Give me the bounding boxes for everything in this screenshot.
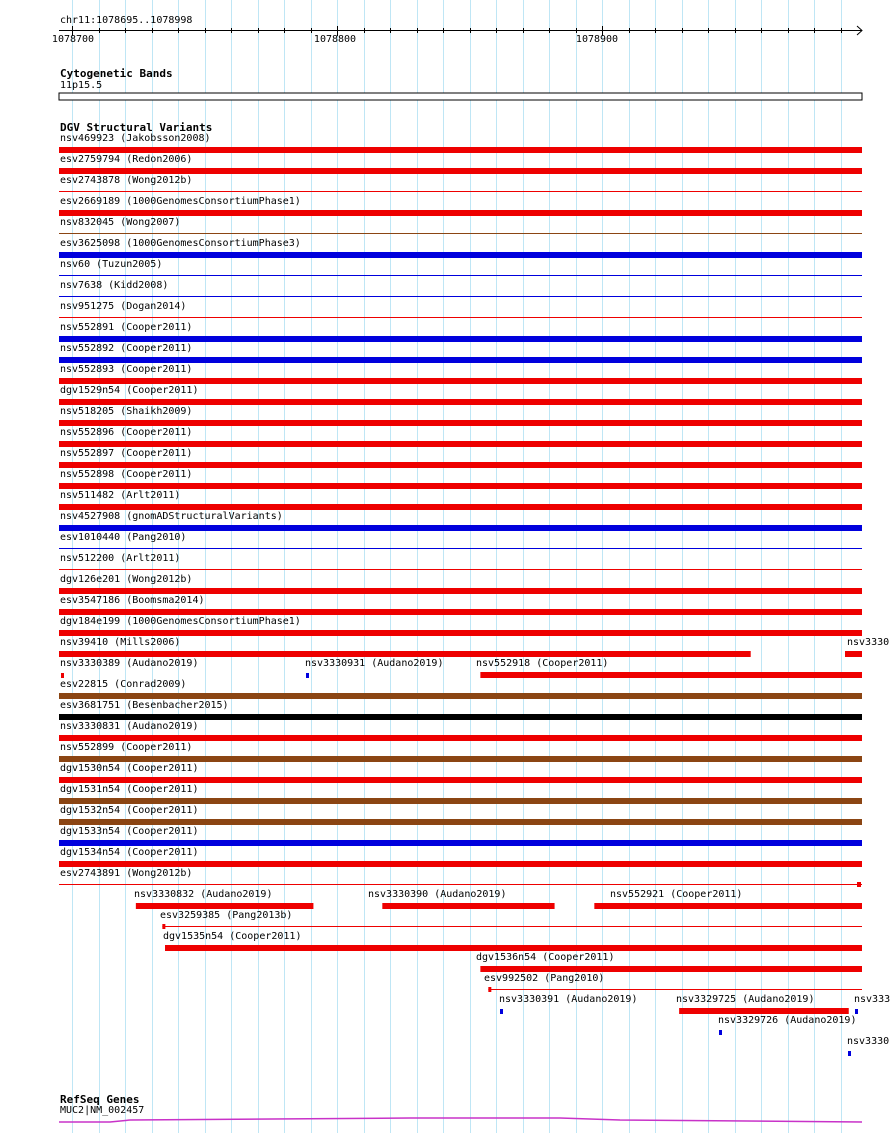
dgv-feature-label[interactable]: nsv7638 (Kidd2008) (60, 280, 169, 291)
dgv-feature-label[interactable]: dgv1536n54 (Cooper2011) (476, 952, 615, 963)
dgv-feature-label[interactable]: esv2669189 (1000GenomesConsortiumPhase1) (60, 196, 301, 207)
dgv-feature-label[interactable]: dgv1535n54 (Cooper2011) (163, 931, 302, 942)
dgv-feature-label[interactable]: dgv126e201 (Wong2012b) (60, 574, 193, 585)
dgv-feature-bar (679, 1008, 849, 1014)
dgv-feature-bar (59, 588, 862, 594)
dgv-feature-label[interactable]: nsv552918 (Cooper2011) (476, 658, 609, 669)
dgv-feature-label[interactable]: dgv184e199 (1000GenomesConsortiumPhase1) (60, 616, 301, 627)
dgv-feature-bar (59, 252, 862, 258)
dgv-feature-bar (59, 317, 862, 318)
dgv-feature-label[interactable]: dgv1533n54 (Cooper2011) (60, 826, 199, 837)
dgv-feature-bar (59, 399, 862, 405)
dgv-feature-label[interactable]: nsv552899 (Cooper2011) (60, 742, 193, 753)
dgv-feature-bar (59, 378, 862, 384)
dgv-feature-label[interactable]: nsv469923 (Jakobsson2008) (60, 133, 211, 144)
dgv-feature-bar (855, 1009, 858, 1014)
dgv-feature-bar (480, 672, 862, 678)
dgv-feature-label[interactable]: esv3547186 (Boomsma2014) (60, 595, 205, 606)
dgv-feature-label[interactable]: nsv552893 (Cooper2011) (60, 364, 193, 375)
dgv-feature-bar (59, 336, 862, 342)
dgv-feature-bar (59, 462, 862, 468)
dgv-feature-bar (59, 630, 862, 636)
dgv-feature-bar (59, 275, 862, 276)
dgv-feature-bar (59, 441, 862, 447)
dgv-feature-bar (382, 903, 554, 909)
dgv-feature-label[interactable]: dgv1532n54 (Cooper2011) (60, 805, 199, 816)
dgv-feature-label[interactable]: nsv3329725 (Audano2019) (676, 994, 815, 1005)
dgv-feature-bar (59, 548, 862, 549)
dgv-feature-bar (59, 777, 862, 783)
dgv-feature-bar (59, 693, 862, 699)
dgv-feature-label[interactable]: nsv552896 (Cooper2011) (60, 427, 193, 438)
dgv-feature-bar (59, 569, 862, 570)
dgv-feature-label[interactable]: nsv3330389 (Audano2019) (60, 658, 199, 669)
dgv-feature-bar (59, 147, 862, 153)
dgv-feature-bar (848, 1051, 851, 1056)
dgv-feature-label[interactable]: nsv552891 (Cooper2011) (60, 322, 193, 333)
dgv-feature-bar (59, 798, 862, 804)
dgv-feature-bar (306, 673, 309, 678)
dgv-feature-label[interactable]: esv22815 (Conrad2009) (60, 679, 187, 690)
dgv-feature-bar (59, 483, 862, 489)
dgv-feature-label[interactable]: dgv1529n54 (Cooper2011) (60, 385, 199, 396)
dgv-feature-label[interactable]: nsv552892 (Cooper2011) (60, 343, 193, 354)
dgv-feature-bar (59, 210, 862, 216)
dgv-feature-bar (59, 735, 862, 741)
dgv-feature-label[interactable]: esv2759794 (Redon2006) (60, 154, 193, 165)
dgv-feature-label[interactable]: esv2743891 (Wong2012b) (60, 868, 193, 879)
dgv-feature-label[interactable]: esv3625098 (1000GenomesConsortiumPhase3) (60, 238, 301, 249)
dgv-feature-bar (59, 357, 862, 363)
dgv-feature-label[interactable]: nsv3329726 (Audano2019) (718, 1015, 857, 1026)
dgv-feature-label[interactable]: nsv552898 (Cooper2011) (60, 469, 193, 480)
dgv-feature-bar (136, 903, 314, 909)
dgv-feature-bar (500, 1009, 503, 1014)
dgv-track-title[interactable]: DGV Structural Variants (60, 121, 213, 134)
cytoband-track-title[interactable]: Cytogenetic Bands (60, 67, 173, 80)
dgv-feature-bar (59, 840, 862, 846)
dgv-feature-bar (59, 609, 862, 615)
ruler-tick-label: 1078900 (575, 34, 619, 45)
cytoband-band-label: 11p15.5 (60, 80, 103, 91)
dgv-feature-bar (719, 1030, 722, 1035)
dgv-feature-bar (59, 420, 862, 426)
dgv-feature-bar (488, 989, 862, 990)
dgv-feature-bar (59, 296, 862, 297)
dgv-feature-label[interactable]: nsv518205 (Shaikh2009) (60, 406, 193, 417)
ruler-tick-label: 1078800 (313, 34, 357, 45)
dgv-feature-label[interactable]: nsv832045 (Wong2007) (60, 217, 181, 228)
dgv-feature-bar (480, 966, 862, 972)
dgv-feature-bar (162, 926, 862, 927)
dgv-feature-bar (59, 168, 862, 174)
dgv-feature-label[interactable]: nsv3330831 (Audano2019) (60, 721, 199, 732)
dgv-feature-label[interactable]: nsv3330 (847, 1036, 890, 1047)
refseq-gene-label[interactable]: MUC2|NM_002457 (60, 1105, 145, 1116)
dgv-feature-end-mark (162, 924, 165, 929)
dgv-feature-label[interactable]: nsv511482 (Arlt2011) (60, 490, 181, 501)
dgv-feature-bar (165, 945, 862, 951)
dgv-feature-label[interactable]: nsv3330832 (Audano2019) (134, 889, 273, 900)
dgv-feature-bar (59, 651, 751, 657)
dgv-feature-bar (59, 884, 862, 885)
dgv-feature-label[interactable]: nsv552897 (Cooper2011) (60, 448, 193, 459)
ruler-tick-label: 1078700 (51, 34, 95, 45)
dgv-feature-bar (59, 525, 862, 531)
dgv-feature-bar (594, 903, 862, 909)
dgv-feature-label[interactable]: esv3681751 (Besenbacher2015) (60, 700, 229, 711)
dgv-feature-label[interactable]: nsv39410 (Mills2006) (60, 637, 181, 648)
dgv-feature-label[interactable]: nsv3330931 (Audano2019) (305, 658, 444, 669)
dgv-feature-label[interactable]: nsv4527908 (gnomADStructuralVariants) (60, 511, 283, 522)
dgv-feature-bar (59, 233, 862, 234)
cytoband-bar (59, 93, 862, 100)
dgv-feature-label[interactable]: nsv552921 (Cooper2011) (610, 889, 743, 900)
dgv-feature-bar (59, 714, 862, 720)
dgv-feature-bar (59, 504, 862, 510)
dgv-feature-bar (59, 819, 862, 825)
dgv-feature-label[interactable]: nsv512200 (Arlt2011) (60, 553, 181, 564)
dgv-feature-label[interactable]: nsv333 (854, 994, 890, 1005)
dgv-feature-label[interactable]: esv992502 (Pang2010) (484, 973, 605, 984)
dgv-feature-end-mark (857, 882, 861, 887)
ruler-range-label: chr11:1078695..1078998 (60, 15, 193, 26)
dgv-feature-label[interactable]: dgv1530n54 (Cooper2011) (60, 763, 199, 774)
dgv-feature-label[interactable]: dgv1531n54 (Cooper2011) (60, 784, 199, 795)
dgv-feature-end-mark (488, 987, 491, 992)
refseq-gene-line (59, 1118, 862, 1122)
dgv-feature-label[interactable]: nsv951275 (Dogan2014) (60, 301, 187, 312)
dgv-feature-label[interactable]: nsv3330 (847, 637, 890, 648)
dgv-feature-label[interactable]: nsv3330390 (Audano2019) (368, 889, 507, 900)
dgv-feature-label[interactable]: nsv3330391 (Audano2019) (499, 994, 638, 1005)
dgv-feature-label[interactable]: esv2743878 (Wong2012b) (60, 175, 193, 186)
dgv-feature-bar (59, 191, 862, 192)
dgv-feature-label[interactable]: esv3259385 (Pang2013b) (160, 910, 293, 921)
refseq-track-title[interactable]: RefSeq Genes (60, 1093, 140, 1106)
dgv-feature-bar (59, 861, 862, 867)
dgv-feature-label[interactable]: nsv60 (Tuzun2005) (60, 259, 163, 270)
dgv-feature-bar (61, 673, 64, 678)
dgv-feature-label[interactable]: esv1010440 (Pang2010) (60, 532, 187, 543)
dgv-feature-label[interactable]: dgv1534n54 (Cooper2011) (60, 847, 199, 858)
dgv-feature-bar (59, 756, 862, 762)
dgv-feature-bar (845, 651, 862, 657)
